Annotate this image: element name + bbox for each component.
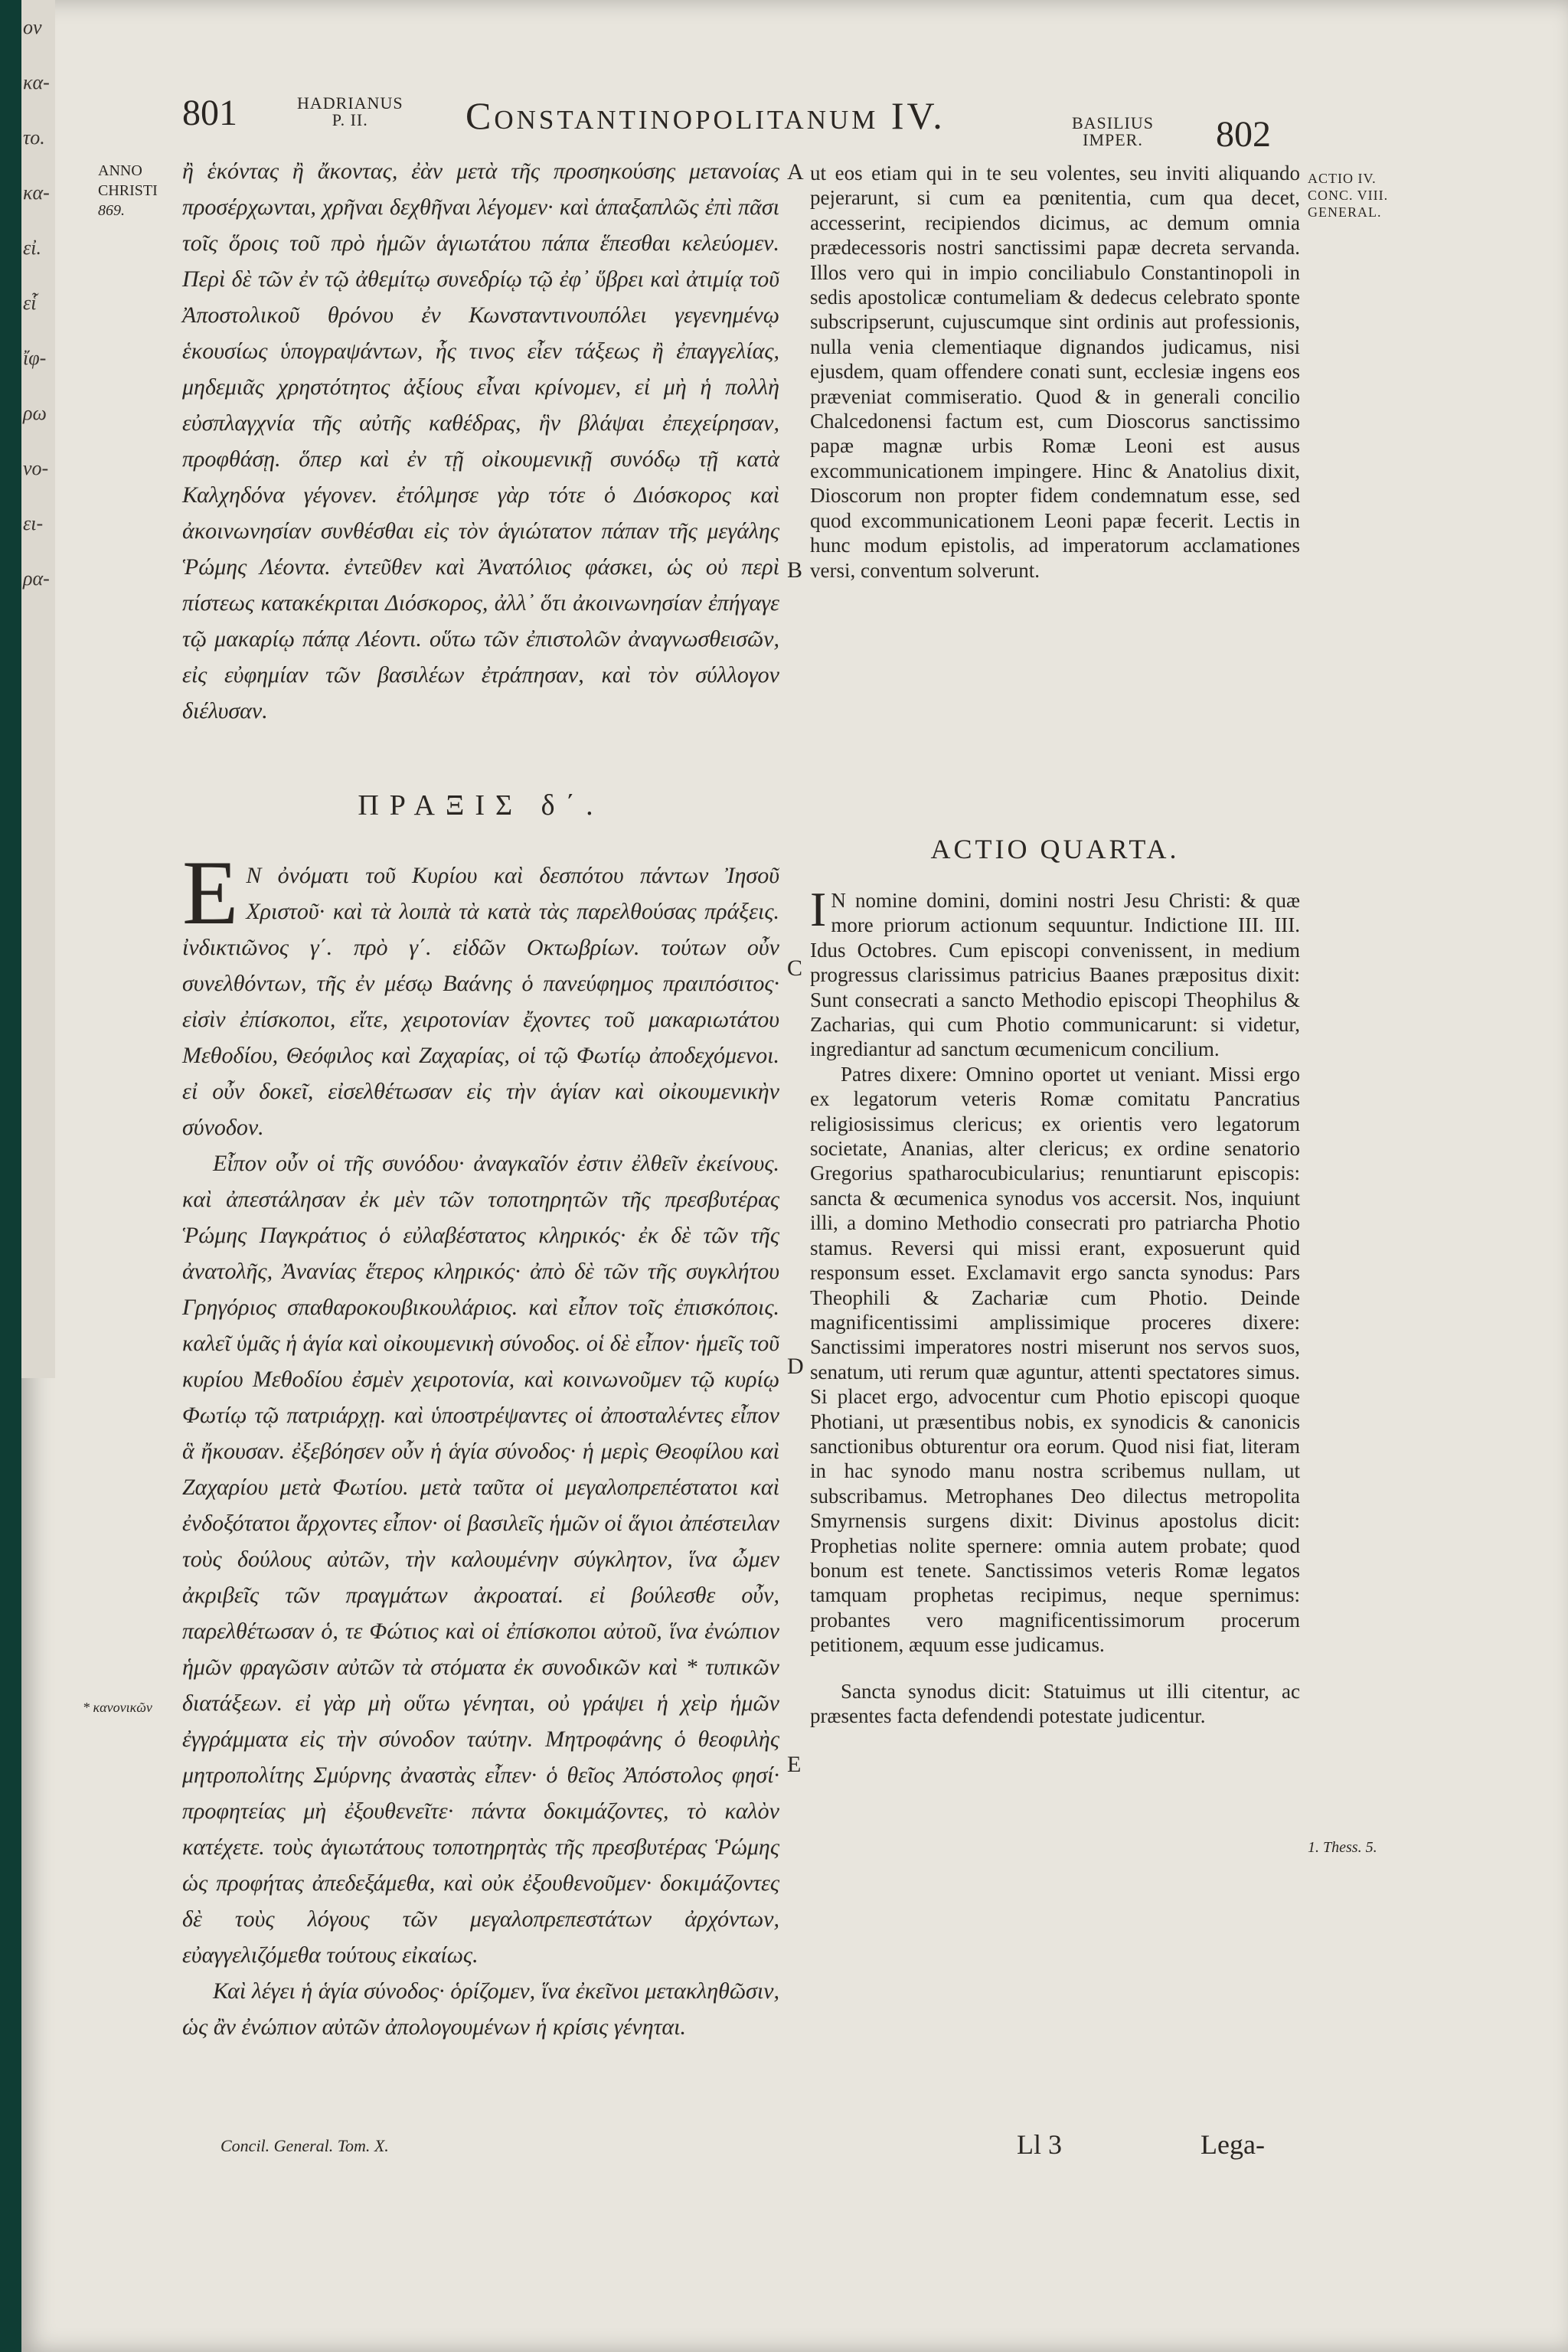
latin-dropcap: I bbox=[810, 882, 827, 936]
greek-paragraph-text: Ν ὀνόματι τοῦ Κυρίου καὶ δεσπότου πάντων Ἰησοῦ Χριστοῦ· καὶ τὰ λοιπὰ τὰ κατὰ τὰς παρελθούσας πράξεις. ἰνδικτιῶνος γ΄. πρὸ γ΄. εἰδῶν Οκτωβρίων. τούτων οὖν συνελθόντων, τῆς ἐν μέσῳ Βαάνης ὁ πανεύφημος πραιπόσιτος· εἰσὶν ἐπίσκοποι, εἴτε, χειροτονίαν ἔχοντες τοῦ μακαριωτάτου Μεθοδίου, Θεόφιλος καὶ Ζαχαρίας, οἱ τῷ Φωτίῳ ἀποδεχόμενοι. εἰ οὖν δοκεῖ, εἰσελθέτωσαν εἰς τὴν ἁγίαν καὶ οἰκουμενικὴν σύνοδον. bbox=[182, 863, 779, 1140]
footer-catchword: Lega- bbox=[1200, 2129, 1265, 2160]
page-number-right: 802 bbox=[1216, 114, 1271, 155]
strip-line: κα- bbox=[23, 181, 50, 204]
book-page bbox=[21, 0, 1568, 2352]
section-letter-c: C bbox=[787, 956, 803, 981]
strip-line: εἷ bbox=[23, 292, 37, 314]
strip-line: ἴφ- bbox=[23, 347, 47, 369]
greek-column-body bbox=[182, 841, 779, 2045]
pope-name: HADRIANUS bbox=[297, 93, 403, 113]
christi-label: CHRISTI bbox=[98, 182, 158, 199]
latin-column-body bbox=[810, 882, 1300, 1728]
page-title: Constantinopolitanum IV. bbox=[466, 94, 946, 137]
latin-section-heading: ACTIO QUARTA. bbox=[930, 834, 1180, 864]
pope-number: P. II. bbox=[332, 110, 368, 129]
strip-line: ει- bbox=[23, 512, 44, 534]
latin-paragraph: Patres dixere: Omnino oportet ut veniant. Missi ergo ex legatorum veteris Romæ comitatu Pancratius religiosissimus clericus; ex orientis vero legatorum societate, Ananias, alter clericus; ex ordine senatorio Gregorius spatharocubicularius; renuntiarunt episcopis: sancta & œcumenica synodus vos accersit. Nos, inquiunt illi, a domino Methodio consecrati pro patriarcha Photio stamus. Reversi qui missi erant, exposuerunt quid responsum esset. Exclamavit ergo sancta synodus: Pars Theophili & Zachariæ cum Photio. Deinde magnificentissimi amplissimique proceres dixere: Sanctissimi imperatores nostri miserunt nos servos suos, senatum, uti rerum quæ aguntur, attenti spectatores simus. Si placet ergo, advocentur cum Photio episcopi quoque Photiani, ut præsentibus nobis, ex synodicis & canonicis sanctionibus obturentur ora eorum. Quod nisi fiat, literam in hac synodo manu nostra scribemus nullam, ut subscribamus. Metrophanes Deo dilectus metropolita Smyrnensis surgens dixit: Divinus apostolus dicit: Prophetias nolite spernere: omnia autem probate; quod bonum est tenete. Sanctissimos veteris Romæ legatos tamquam prophetas recipimus, neque spernimus: probantes vero magnificentissimorum procerum petitionem, æquum esse judicamus. bbox=[810, 1062, 1300, 1657]
emperor-name: BASILIUS bbox=[1072, 113, 1155, 132]
greek-paragraph: Εἶπον οὖν οἱ τῆς συνόδου· ἀναγκαῖόν ἐστιν ἐλθεῖν ἐκείνους. καὶ ἀπεστάλησαν ἐκ μὲν τῶν τοποτηρητῶν τῆς πρεσβυτέρας Ῥώμης Παγκράτιος ὁ εὐλαβέστατος κληρικός· ἐκ δὲ τῶν τῆς ἀνατολῆς, Ἀνανίας ἕτερος κληρικός· ἀπὸ δὲ τῶν τῆς συγκλήτου Γρηγόριος σπαθαροκουβικουλάριος. καὶ εἶπον τοῖς ἐπισκόποις. καλεῖ ὑμᾶς ἡ ἁγία καὶ οἰκουμενικὴ σύνοδος. οἱ δὲ εἶπον· ἡμεῖς τοῦ κυρίου Μεθοδίου ἐσμὲν χειροτονία, καὶ κοινωνοῦμεν τῷ κυρίῳ Φωτίῳ τῷ πατριάρχῃ. καὶ ὑποστρέψαντες οἱ ἀποσταλέντες εἶπον ἃ ἤκουσαν. ἐξεβόησεν οὖν ἡ ἁγία σύνοδος· ἡ μερὶς Θεοφίλου καὶ Ζαχαρίου μετὰ Φωτίου. μετὰ ταῦτα οἱ μεγαλοπρεπέστατοι καὶ ἐνδοξότατοι ἄρχοντες εἶπον· οἱ βασιλεῖς ἡμῶν οἱ ἅγιοι ἀπέστειλαν τοὺς δούλους αὐτῶν, τὴν καλουμένην σύγκλητον, ἵνα ὦμεν ἀκριβεῖς τῶν πραγμάτων ἀκροαταί. εἰ βούλεσθε οὖν, παρελθέτωσαν ὁ, τε Φώτιος καὶ οἱ ἐπίσκοποι αὐτοῦ, ἵνα ἐνώπιον ἡμῶν φραγῶσιν αὐτῶν τὰ στόματα ἐκ συνοδικῶν καὶ * τυπικῶν διατάξεων. εἰ γὰρ μὴ οὕτω γένηται, οὐ γράψει ἡ χεὶρ ἡμῶν ἐγγράμματα εἰς τὴν σύνοδον ταύτην. Μητροφάνης ὁ θεοφιλὴς μητροπολίτης Σμύρνης ἀναστὰς εἶπεν· ὁ θεῖος Ἀπόστολος φησί· προφητείας μὴ ἐξουθενεῖτε· πάντα δοκιμάζοντες, τὸ καλὸν κατέχετε. τοὺς ἁγιωτάτους τοποτηρητὰς τῆς πρεσβυτέρας Ῥώμης ὡς προφήτας ἀπεδεξάμεθα, καὶ οὐκ ἐξουθενοῦμεν· δοκιμάζοντες δὲ τοὺς λόγους τῶν μεγαλοπρεπεστάτων ἀρχόντων, εὐαγγελιζόμεθα τούτους εἰκαίως. bbox=[182, 1151, 779, 1968]
section-letter-a: A bbox=[787, 159, 804, 185]
footer-signature: Ll 3 bbox=[1017, 2129, 1062, 2160]
adjacent-page-strip bbox=[21, 0, 55, 1378]
actio-label: ACTIO IV. bbox=[1308, 171, 1377, 186]
anno-label: ANNO bbox=[98, 162, 142, 179]
strip-line: το. bbox=[23, 126, 45, 149]
year-label: 869. bbox=[98, 202, 125, 219]
margin-scripture-reference: 1. Thess. 5. bbox=[1308, 1839, 1377, 1856]
page-header bbox=[21, 77, 1568, 161]
running-head-emperor bbox=[1072, 115, 1154, 149]
conc-label: CONC. VIII. bbox=[1308, 188, 1389, 203]
footer-volume: Concil. General. Tom. X. bbox=[220, 2136, 389, 2155]
general-label: GENERAL. bbox=[1308, 204, 1382, 220]
emperor-title: IMPER. bbox=[1083, 130, 1143, 149]
strip-line: ρα- bbox=[23, 567, 50, 590]
greek-section-heading: ΠΡΑΞΙΣ δ΄. bbox=[358, 789, 604, 822]
page-number-left: 801 bbox=[182, 93, 237, 133]
greek-column-top bbox=[182, 153, 779, 729]
greek-paragraph: Καὶ λέγει ἡ ἁγία σύνοδος· ὁρίζομεν, ἵνα ἐκεῖνοι μετακληθῶσιν, ὡς ἂν ἐνώπιον αὐτῶν ἀπολογουμένων ἡ κρίσις γένηται. bbox=[182, 1978, 779, 2040]
greek-dropcap: Ε bbox=[182, 841, 239, 943]
latin-paragraph bbox=[810, 882, 1300, 1062]
latin-column-top bbox=[810, 161, 1300, 583]
greek-paragraph: ἢ ἑκόντας ἢ ἄκοντας, ἐὰν μετὰ τῆς προσηκούσης μετανοίας προσέρχωνται, χρῆναι δεχθῆναι λέγομεν· καὶ ἁπαξαπλῶς ἐπὶ πᾶσι τοῖς ὅροις τοῦ πρὸ ἡμῶν ἁγιωτάτου πάπα ἕπεσθαι κελεύομεν. Περὶ δὲ τῶν ἐν τῷ ἀθεμίτῳ συνεδρίῳ τῷ ἐφ᾽ ὕβρει καὶ ἀτιμίᾳ τοῦ Ἀποστολικοῦ θρόνου ἐν Κωνσταντινουπόλει γεγενημένῳ ἑκουσίως ὑπογραψάντων, ἧς τινος εἶεν τάξεως ἢ ἐπαγγελίας, μηδεμιᾶς χρηστότητος ἀξίους εἶναι κρίνομεν, εἰ μὴ ἡ πολλὴ εὐσπλαγχνία τῆς αὐτῆς καθέδρας, ἣν βλάψαι ἐπεχείρησαν, προφθάσῃ. ὅπερ καὶ ἐν τῇ οἰκουμενικῇ συνόδῳ τῇ κατὰ Καλχηδόνα γέγονεν. ἐτόλμησε γὰρ τότε ὁ Διόσκορος καὶ ἀκοινωνησίαν συνθέσθαι εἰς τὸν ἁγιώτατον πάπαν τῆς μεγάλης Ῥώμης Λέοντα. ἐντεῦθεν καὶ Ἀνατόλιος φάσκει, ὡς οὐ περὶ πίστεως κατακέκριται Διόσκορος, ἀλλ᾽ ὅτι ἀκοινωνησίαν ἐπήγαγε τῷ μακαρίῳ πάπᾳ Λέοντι. οὕτω τῶν ἐπιστολῶν ἀναγνωσθεισῶν, εἰς εὐφημίαν τῶν βασιλέων ἐτράπησαν, καὶ τὸν σύλλογον διέλυσαν. bbox=[182, 158, 779, 724]
margin-variant-note: * κανονικῶν bbox=[83, 1700, 152, 1715]
margin-actio-note bbox=[1308, 170, 1430, 220]
strip-line: κα- bbox=[23, 71, 50, 93]
latin-paragraph: Sancta synodus dicit: Statuimus ut illi citentur, ac præsentes facta defendendi potestate judicentur. bbox=[810, 1679, 1300, 1727]
strip-line: νο- bbox=[23, 457, 49, 479]
strip-line: ρω bbox=[23, 402, 47, 424]
greek-paragraph bbox=[182, 841, 779, 1145]
strip-line: εἰ. bbox=[23, 237, 41, 259]
section-letter-b: B bbox=[787, 557, 803, 583]
margin-year-note bbox=[98, 161, 190, 220]
strip-line: ον bbox=[23, 16, 42, 38]
latin-paragraph-text: N nomine domini, domini nostri Jesu Christi: & quæ more priorum actionum sequuntur. Indictione III. III. Idus Octobres. Cum episcopi convenissent, in medium progressus clarissimus patricius Baanes præpositus dixit: Sunt consecrati a sancto Methodio episcopi Theophilus & Zacharias, qui cum Photio communicarunt: si videtur, ingrediantur ad sanctum œcumenicum concilium. bbox=[810, 889, 1300, 1061]
section-letter-d: D bbox=[787, 1354, 804, 1379]
latin-paragraph: ut eos etiam qui in te seu volentes, seu inviti aliquando pejerarunt, si cum ea pœnitentia, cum qua decet, accesserint, recipiendos dicimus, ac demum omnia prædecessoris nostri sanctissimi papæ decreta servanda. Illos vero qui in impio conciliabulo Constantinopoli in sedis apostolicæ contumeliam & dedecus celebrato sponte subscripserunt, cujuscumque sint ordinis aut professionis, nulla venia clementiaque dignandos judicamus, nisi ejusdem, quam offendere conati sunt, ecclesiæ ingens eos præveniat commiseratio. Quod & in generali concilio Chalcedonensi factum est, cum Dioscorus sanctissimo papæ magnæ urbis Romæ Leoni est ausus excommunicationem impingere. Hinc & Anatolius dixit, Dioscorum non propter fidem condemnatum esse, sed quod excommunicationem Leoni papæ fecerit. Lectis in hunc modum epistolis, ad imperatorum acclamationes versi, conventum solverunt. bbox=[810, 162, 1300, 582]
running-head-pope bbox=[297, 95, 403, 129]
section-letter-e: E bbox=[787, 1752, 802, 1777]
